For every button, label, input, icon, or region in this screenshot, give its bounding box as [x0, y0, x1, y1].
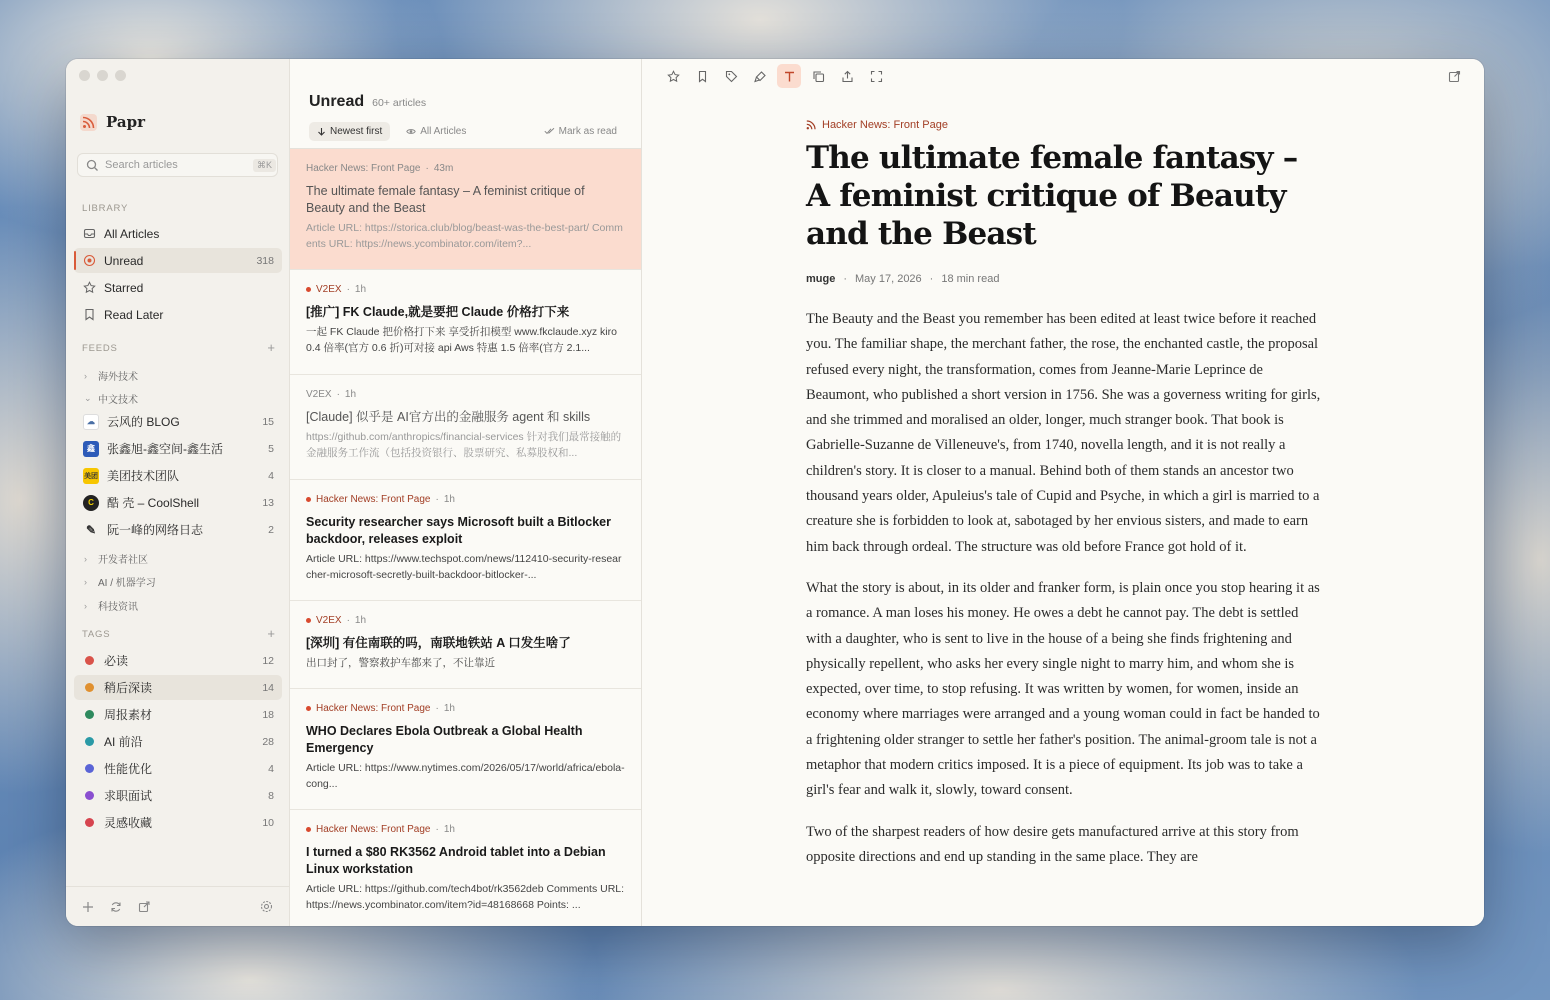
star-icon [667, 70, 680, 83]
rss-icon [806, 120, 816, 130]
feed-group-overseas[interactable] [84, 368, 138, 383]
tag-color-dot [85, 710, 94, 719]
article-card[interactable] [290, 689, 641, 810]
card-source: V2EX [316, 615, 342, 626]
card-source: Hacker News: Front Page [316, 703, 431, 714]
filter-button[interactable] [398, 122, 474, 141]
article-paragraph: Two of the sharpest readers of how desire gets manufactured arrive at this story from opposite directions and end up standing in the same place. They are [806, 823, 1299, 865]
card-time: 43m [433, 163, 454, 174]
library-section-label: LIBRARY [82, 203, 129, 214]
feed-count: 4 [268, 469, 274, 482]
bookmark-icon [83, 308, 96, 321]
feed-favicon-icon: 美团 [83, 468, 99, 484]
card-meta [306, 494, 625, 505]
sort-label: Newest first [330, 125, 383, 137]
double-check-icon [544, 127, 555, 135]
card-meta [306, 824, 625, 835]
tag-label: 灵感收藏 [104, 816, 153, 830]
feed-group-chinese[interactable] [84, 391, 138, 406]
feeds-section-label: FEEDS [82, 343, 118, 354]
card-excerpt: Article URL: https://storica.club/blog/beast-was-the-best-part/ Comments URL: https://news.ycombinator.com/item?... [306, 222, 623, 250]
article-card[interactable] [290, 480, 641, 601]
meta-separator: · [435, 703, 439, 714]
feed-favicon-icon: ✎ [85, 522, 97, 537]
article-card[interactable] [290, 375, 641, 480]
window-controls [79, 70, 126, 81]
article-card[interactable] [290, 810, 641, 926]
tag-count: 12 [262, 654, 274, 667]
bookmark-icon [696, 70, 709, 83]
tag-item[interactable] [74, 756, 282, 781]
tag-item[interactable] [74, 810, 282, 835]
tag-icon [725, 70, 738, 83]
arrow-down-icon [317, 127, 326, 136]
article-read-time: 18 min read [941, 273, 1000, 285]
list-header [309, 93, 426, 111]
feed-group-label: AI / 机器学习 [98, 578, 156, 589]
card-time: 1h [354, 615, 367, 626]
feed-group-label: 海外技术 [98, 372, 138, 383]
feed-group-dev[interactable] [84, 551, 148, 566]
card-title: WHO Declares Ebola Outbreak a Global Health Emergency [306, 724, 583, 755]
article-author: muge [806, 273, 836, 285]
article-card[interactable] [290, 270, 641, 375]
sidebar-item-read-later[interactable] [74, 302, 282, 327]
feed-item-coolshell[interactable] [74, 490, 282, 515]
card-source: V2EX [306, 389, 332, 400]
copy-button[interactable] [806, 64, 830, 88]
feed-label: 阮一峰的网络日志 [107, 523, 204, 537]
card-time: 1h [443, 703, 455, 714]
app-brand [80, 113, 145, 131]
add-feed-button[interactable]: + [267, 340, 275, 355]
tag-color-dot [85, 683, 94, 692]
unread-dot-icon [83, 254, 96, 267]
chevron-down-icon: ⌄ [84, 393, 92, 403]
star-icon [83, 281, 96, 294]
feed-label: 云风的 BLOG [107, 415, 180, 429]
card-time: 1h [344, 389, 357, 400]
card-meta [306, 284, 625, 295]
article-paragraph: What the story is about, in its older and franker form, is plain once you stop hearing it as a romance. A man loses his money. He owes a debt he cannot pay. The debt is settled with a daughter, who is sent to live in the house of a being she finds frightening and physically repellent, who asks her every single night to marry him, and whom she is expected, over time, to stop refusing. It was written by women, for women, inside an economy where marriages were arranged and a young woman could in fact be handed to a frightening older stranger to settle her father's position. The animal-groom tale is not a metaphor that modern critics imposed. It is a piece of equipment. Its job was to take a girl's fear and walk it, slowly, toward consent. [806, 579, 1320, 799]
tag-label: AI 前沿 [104, 735, 143, 749]
card-excerpt: 一起 FK Claude 把价格打下来 享受折扣模型 www.fkclaude.xyz kiro 0.4 倍率(官方 0.6 折)可对接 api Aws 特惠 1.5 倍率(官方 2.1... [306, 326, 617, 354]
chevron-right-icon: › [84, 553, 87, 564]
fullscreen-button[interactable] [864, 64, 888, 88]
sidebar [66, 59, 290, 926]
meta-separator: · [425, 163, 429, 174]
copy-icon [812, 70, 825, 83]
feed-item-yunfeng[interactable] [74, 409, 282, 434]
card-title: Security researcher says Microsoft built a Bitlocker backdoor, releases exploit [306, 515, 611, 546]
tag-color-dot [85, 737, 94, 746]
unread-dot-icon [306, 827, 311, 832]
tag-item[interactable] [74, 783, 282, 808]
meta-separator: · [346, 615, 350, 626]
tag-item[interactable] [74, 702, 282, 727]
feed-group-ai[interactable] [84, 574, 156, 589]
feed-label: 美团技术团队 [107, 469, 180, 483]
article-source-label: Hacker News: Front Page [822, 119, 948, 131]
tag-count: 4 [268, 762, 274, 775]
add-tag-button[interactable]: + [267, 626, 275, 641]
meta-separator: · [929, 273, 934, 285]
tag-label: 周报素材 [104, 708, 153, 722]
sidebar-item-label: Unread [104, 253, 144, 268]
feed-group-label: 开发者社区 [98, 555, 148, 566]
article-date: May 17, 2026 [855, 273, 922, 285]
highlighter-icon [754, 70, 767, 83]
inbox-icon [83, 227, 96, 240]
feed-favicon-icon: C [83, 495, 99, 511]
tag-count: 14 [262, 681, 274, 694]
list-controls [309, 120, 617, 142]
card-meta [306, 389, 625, 400]
article-title: The ultimate female fantasy – A feminist critique of Beauty and the Beast [806, 140, 1298, 252]
share-button[interactable] [835, 64, 859, 88]
sidebar-footer [66, 886, 289, 926]
card-title: [深圳] 有住南联的吗，南联地铁站 A 口发生啥了 [306, 636, 571, 650]
feed-count: 5 [268, 442, 274, 455]
feed-count: 2 [268, 523, 274, 536]
zoom-window-button[interactable] [115, 70, 126, 81]
sidebar-item-label: Starred [104, 280, 144, 295]
open-external-icon[interactable] [138, 901, 150, 913]
sidebar-item-label: Read Later [104, 307, 164, 322]
chevron-right-icon: › [84, 576, 87, 587]
article-paragraph: The Beauty and the Beast you remember has been edited at least twice before it reached you. The familiar shape, the merchant father, the rose, the enchanted castle, the proposal refused every night, the transformation, comes from Jeanne-Marie Leprince de Beaumont, who published a short version in 1756. She was a governess writing for girls, and she trimmed and moralised an older, longer, much stranger book. That book is Gabrielle-Suzanne de Villeneuve's, from 1740, novella length, and it is not really a children's story. It is closer to a manual. Behind both of them stands an ancestor two thousand years older, Apuleius's tale of Cupid and Psyche, in which a girl is married to a creature she is forbidden to look at, sabotaged by her envious sisters, and made to earn him back through ordeal. The structure was old before France got hold of it. [806, 311, 1321, 555]
card-title: The ultimate female fantasy – A feminist critique of Beauty and the Beast [306, 184, 585, 215]
tag-label: 性能优化 [104, 762, 153, 776]
close-window-button[interactable] [79, 70, 90, 81]
card-excerpt: Article URL: https://github.com/tech4bot/rk3562deb Comments URL: https://news.ycombinator.com/item?id=48168668 Points: ... [306, 883, 625, 911]
meta-separator: · [346, 284, 350, 295]
feed-item-ruanyifeng[interactable] [74, 517, 282, 542]
feed-group-label: 科技资讯 [98, 602, 138, 613]
feed-group-label: 中文技术 [98, 395, 138, 406]
reader-pane [642, 59, 1484, 926]
tag-count: 28 [262, 735, 274, 748]
list-article-count: 60+ articles [372, 97, 427, 109]
feed-group-news[interactable] [84, 598, 138, 613]
tag-count: 10 [262, 816, 274, 829]
chevron-right-icon: › [84, 370, 87, 381]
feed-label: 酷 壳 – CoolShell [107, 496, 200, 510]
unread-dot-icon [306, 287, 311, 292]
open-external-icon [1448, 70, 1461, 83]
sidebar-item-label: All Articles [104, 226, 160, 241]
tag-count: 8 [268, 789, 274, 802]
card-source: Hacker News: Front Page [316, 494, 431, 505]
unread-dot-icon [306, 497, 311, 502]
tags-section-label: TAGS [82, 629, 111, 640]
mark-as-read-button[interactable] [536, 122, 617, 141]
reader-toolbar [661, 64, 888, 88]
feed-favicon-icon: 鑫 [83, 441, 99, 457]
search-input[interactable] [105, 159, 247, 171]
tag-item[interactable] [74, 675, 282, 700]
unread-dot-icon [306, 706, 311, 711]
card-time: 1h [443, 824, 455, 835]
card-title: [Claude] 似乎是 AI官方出的金融服务 agent 和 skills [306, 410, 591, 424]
meta-separator: · [435, 494, 439, 505]
article-meta [806, 273, 1326, 285]
article-card[interactable] [290, 149, 641, 270]
card-meta [306, 615, 625, 626]
article-body [806, 307, 1326, 870]
meta-separator: · [843, 273, 848, 285]
tag-count: 18 [262, 708, 274, 721]
filter-label: All Articles [420, 125, 467, 137]
refresh-icon[interactable] [110, 901, 122, 913]
card-excerpt: 出口封了，警察救护车都来了，不让靠近 [306, 657, 495, 669]
article-content [806, 119, 1326, 886]
card-meta [306, 703, 625, 714]
feed-item-zhangxinxu[interactable] [74, 436, 282, 461]
feed-count: 15 [262, 415, 274, 428]
search-box[interactable] [77, 153, 278, 177]
card-source: Hacker News: Front Page [306, 163, 421, 174]
rss-logo-icon [80, 114, 97, 131]
list-title: Unread [309, 93, 365, 110]
card-excerpt: Article URL: https://www.techspot.com/news/112410-security-researcher-microsoft-secretly-built-backdoor-bitlocker-... [306, 553, 622, 581]
meta-separator: · [336, 389, 340, 400]
star-button[interactable] [661, 64, 685, 88]
feed-label: 张鑫旭-鑫空间-鑫生活 [107, 442, 223, 456]
expand-icon [870, 70, 883, 83]
tag-color-dot [85, 764, 94, 773]
card-time: 1h [354, 284, 367, 295]
tag-item[interactable] [74, 729, 282, 754]
tag-color-dot [85, 818, 94, 827]
eye-icon [406, 127, 416, 136]
minimize-window-button[interactable] [97, 70, 108, 81]
article-card[interactable] [290, 601, 641, 689]
meta-separator: · [435, 824, 439, 835]
tag-item[interactable] [74, 648, 282, 673]
search-icon [86, 159, 99, 172]
search-shortcut-badge: ⌘K [253, 159, 276, 172]
tag-color-dot [85, 791, 94, 800]
open-in-browser-button[interactable] [1442, 64, 1466, 88]
tag-label: 求职面试 [104, 789, 153, 803]
card-time: 1h [443, 494, 455, 505]
tag-button[interactable] [719, 64, 743, 88]
card-meta [306, 163, 625, 174]
sort-button[interactable] [309, 122, 390, 141]
tag-label: 稍后深读 [104, 681, 153, 695]
card-excerpt: Article URL: https://www.nytimes.com/2026/05/17/world/africa/ebola-cong... [306, 762, 625, 790]
tag-color-dot [85, 656, 94, 665]
text-format-icon [783, 70, 796, 83]
gear-icon[interactable] [260, 900, 273, 913]
highlight-button[interactable] [748, 64, 772, 88]
card-title: [推广] FK Claude,就是要把 Claude 价格打下来 [306, 305, 570, 319]
share-icon [841, 70, 854, 83]
card-excerpt: https://github.com/anthropics/financial-services 针对我们最常接触的金融服务工作流（包括投资银行、股票研究、私募股权和... [306, 431, 622, 459]
plus-icon[interactable] [82, 901, 94, 913]
mark-as-read-label: Mark as read [558, 125, 617, 137]
feed-item-meituan[interactable] [74, 463, 282, 488]
card-title: I turned a $80 RK3562 Android tablet into a Debian Linux workstation [306, 845, 606, 876]
card-source: Hacker News: Front Page [316, 824, 431, 835]
feed-favicon-icon: ☁ [83, 414, 99, 430]
chevron-right-icon: › [84, 600, 87, 611]
unread-dot-icon [306, 618, 311, 623]
unread-count: 318 [256, 254, 274, 267]
tag-label: 必读 [104, 654, 129, 668]
article-list-pane [290, 59, 642, 926]
sidebar-item-unread[interactable] [74, 248, 282, 273]
sidebar-item-all-articles[interactable] [74, 221, 282, 246]
feed-count: 13 [262, 496, 274, 509]
article-source[interactable] [806, 119, 1326, 131]
sidebar-item-starred[interactable] [74, 275, 282, 300]
card-source: V2EX [316, 284, 342, 295]
read-later-button[interactable] [690, 64, 714, 88]
app-window [66, 59, 1484, 926]
typography-button[interactable] [777, 64, 801, 88]
app-name: Papr [106, 113, 145, 131]
